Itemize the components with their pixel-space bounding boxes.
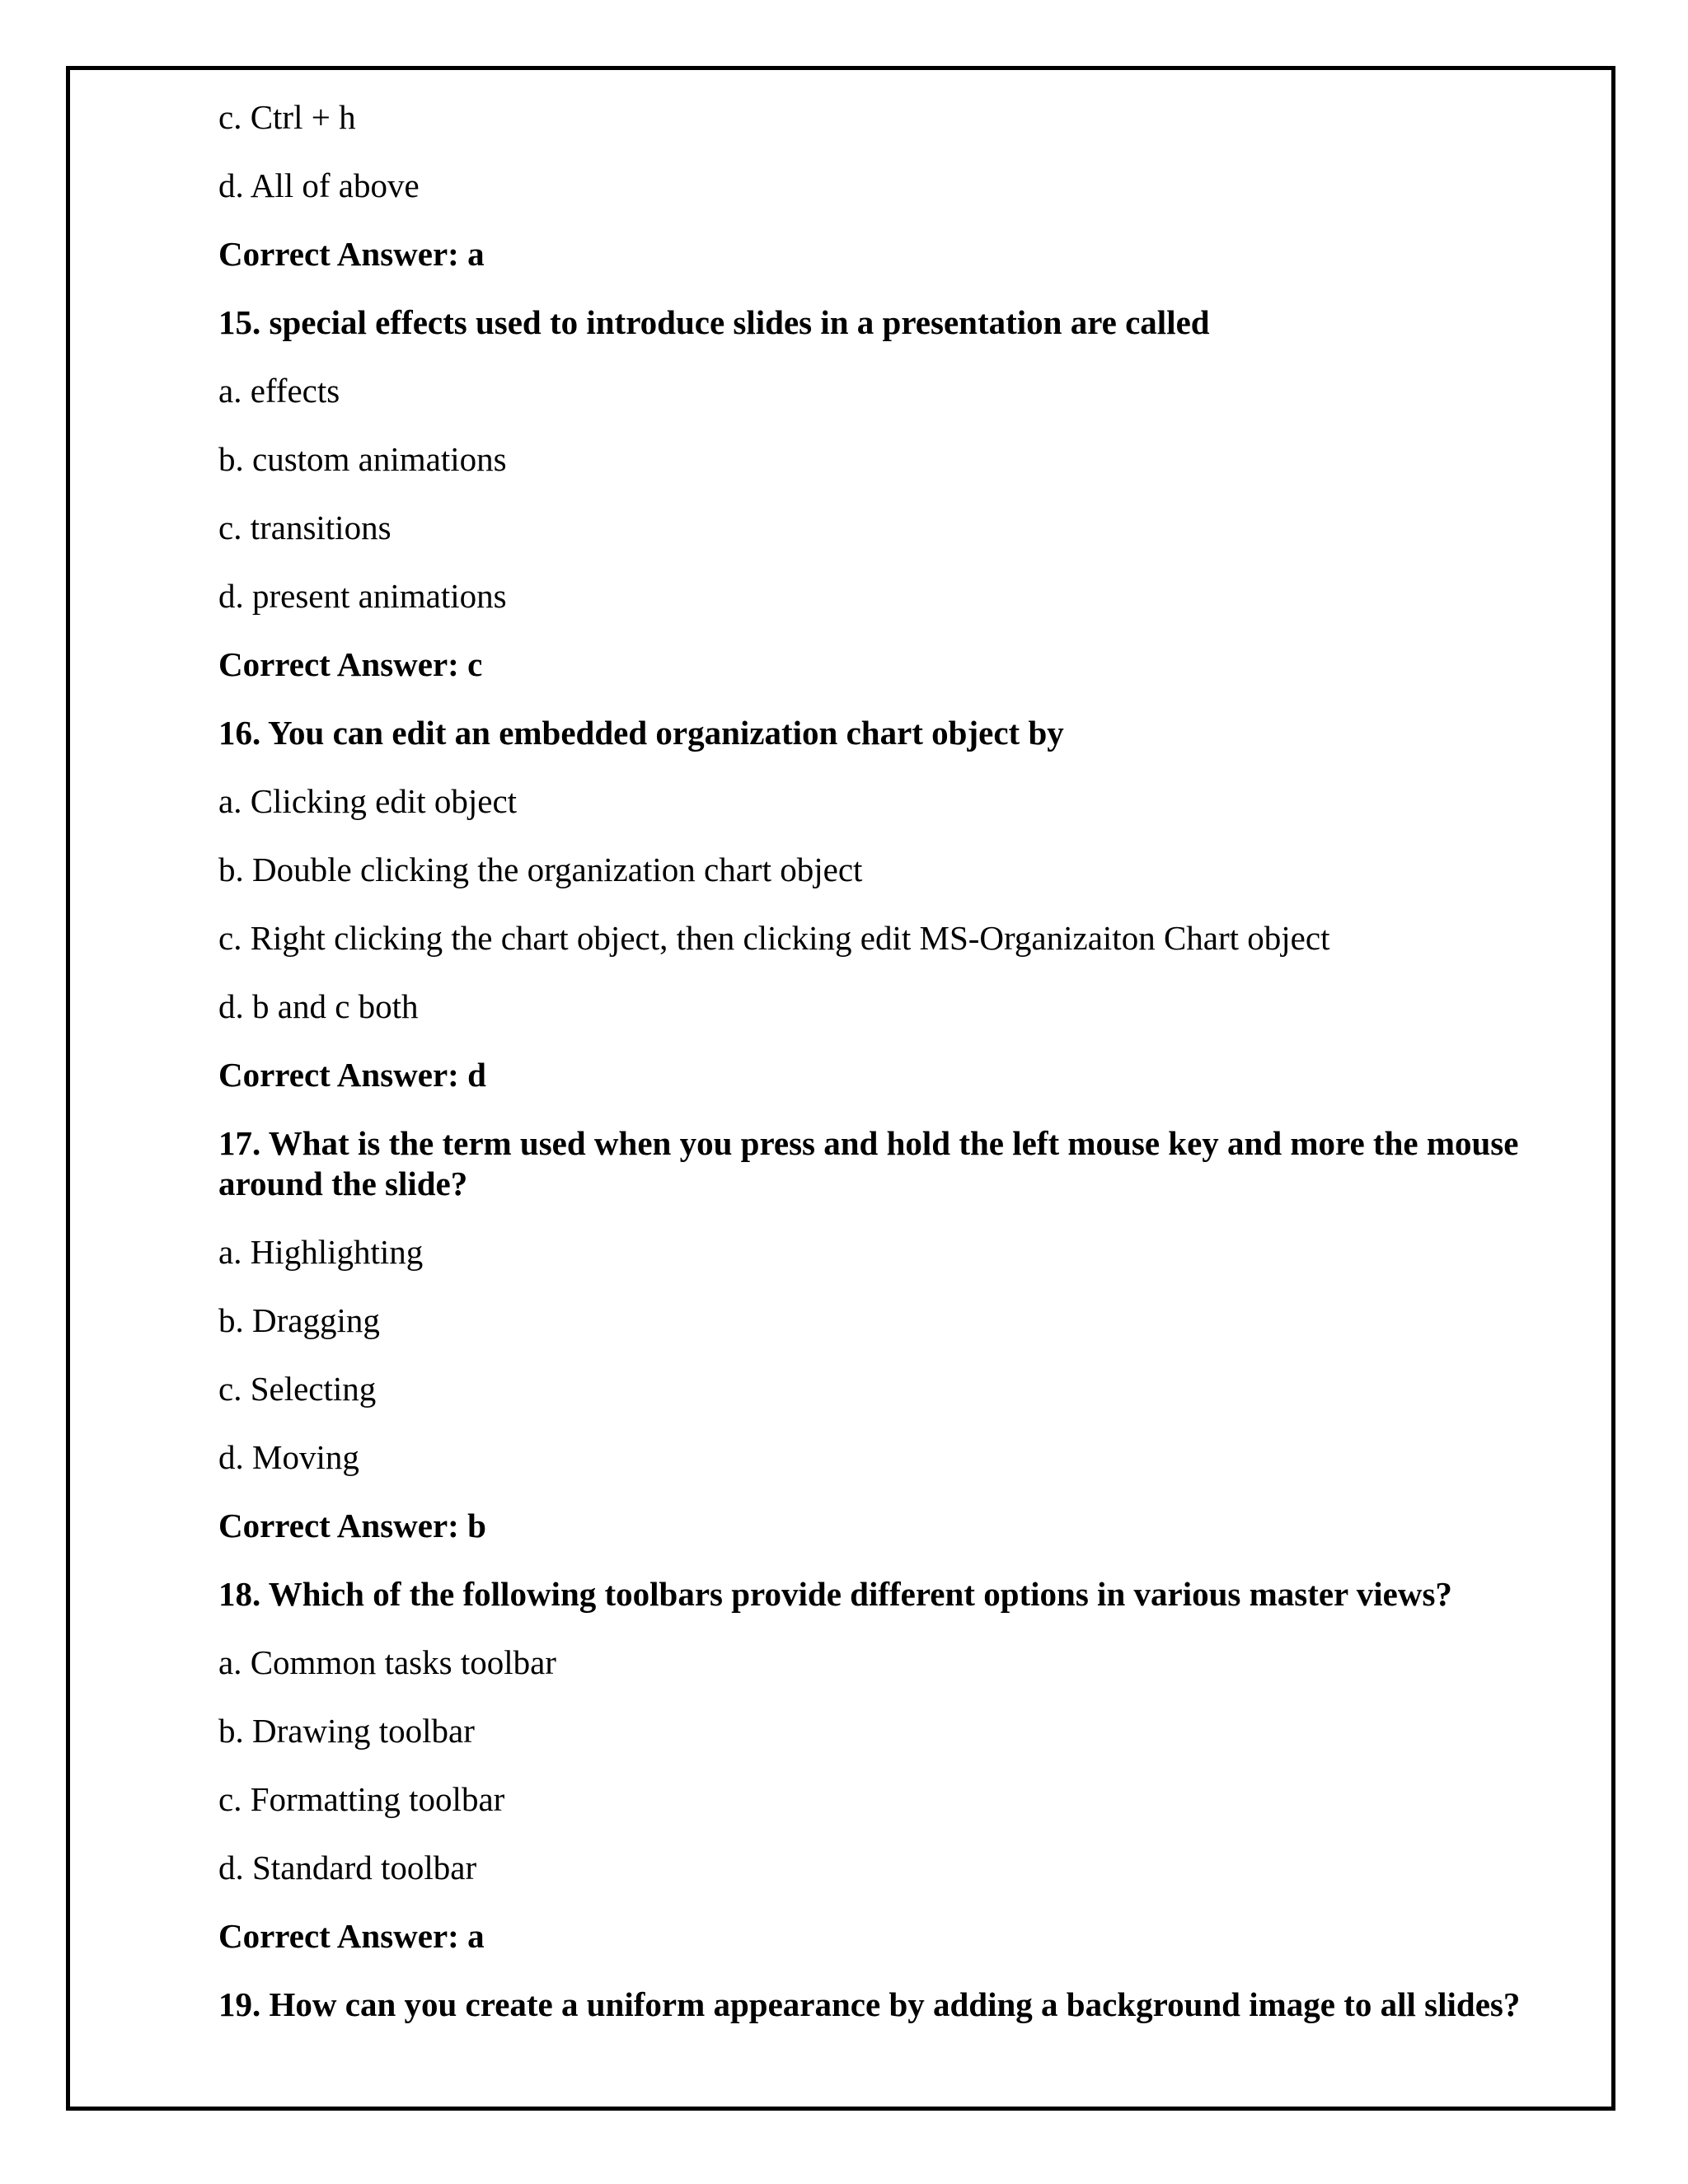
- option-c: c. Selecting: [218, 1370, 377, 1408]
- question-18: 18. Which of the following toolbars provide different options in various master views?: [218, 1575, 1452, 1613]
- question-17: 17. What is the term used when you press and hold the left mouse key and more the mouse around the slide?: [218, 1124, 1519, 1202]
- option-a: a. Clicking edit object: [218, 782, 518, 820]
- correct-answer: Correct Answer: a: [218, 235, 485, 273]
- option-d: d. present animations: [218, 577, 507, 615]
- document-content: [218, 97, 1570, 2053]
- option-a: a. effects: [218, 372, 340, 410]
- option-d: d. Standard toolbar: [218, 1849, 477, 1886]
- correct-answer: Correct Answer: c: [218, 645, 483, 683]
- option-b: b. custom animations: [218, 440, 507, 478]
- correct-answer: Correct Answer: d: [218, 1056, 486, 1094]
- option-c: c. transitions: [218, 509, 392, 546]
- option-d: d. All of above: [218, 166, 420, 204]
- option-a: a. Highlighting: [218, 1233, 424, 1271]
- correct-answer: Correct Answer: a: [218, 1917, 485, 1955]
- question-15: 15. special effects used to introduce slides in a presentation are called: [218, 303, 1210, 341]
- option-c: c. Ctrl + h: [218, 98, 356, 136]
- option-c: c. Formatting toolbar: [218, 1780, 505, 1818]
- option-b: b. Drawing toolbar: [218, 1712, 475, 1750]
- question-16: 16. You can edit an embedded organization chart object by: [218, 714, 1064, 752]
- option-d: d. b and c both: [218, 987, 419, 1025]
- option-a: a. Common tasks toolbar: [218, 1643, 556, 1681]
- correct-answer: Correct Answer: b: [218, 1507, 486, 1544]
- option-b: b. Dragging: [218, 1301, 380, 1339]
- option-b: b. Double clicking the organization chart object: [218, 851, 863, 888]
- option-c: c. Right clicking the chart object, then clicking edit MS-Organizaiton Chart object: [218, 919, 1330, 957]
- option-d: d. Moving: [218, 1438, 359, 1476]
- question-19: 19. How can you create a uniform appearance by adding a background image to all slides?: [218, 1985, 1521, 2023]
